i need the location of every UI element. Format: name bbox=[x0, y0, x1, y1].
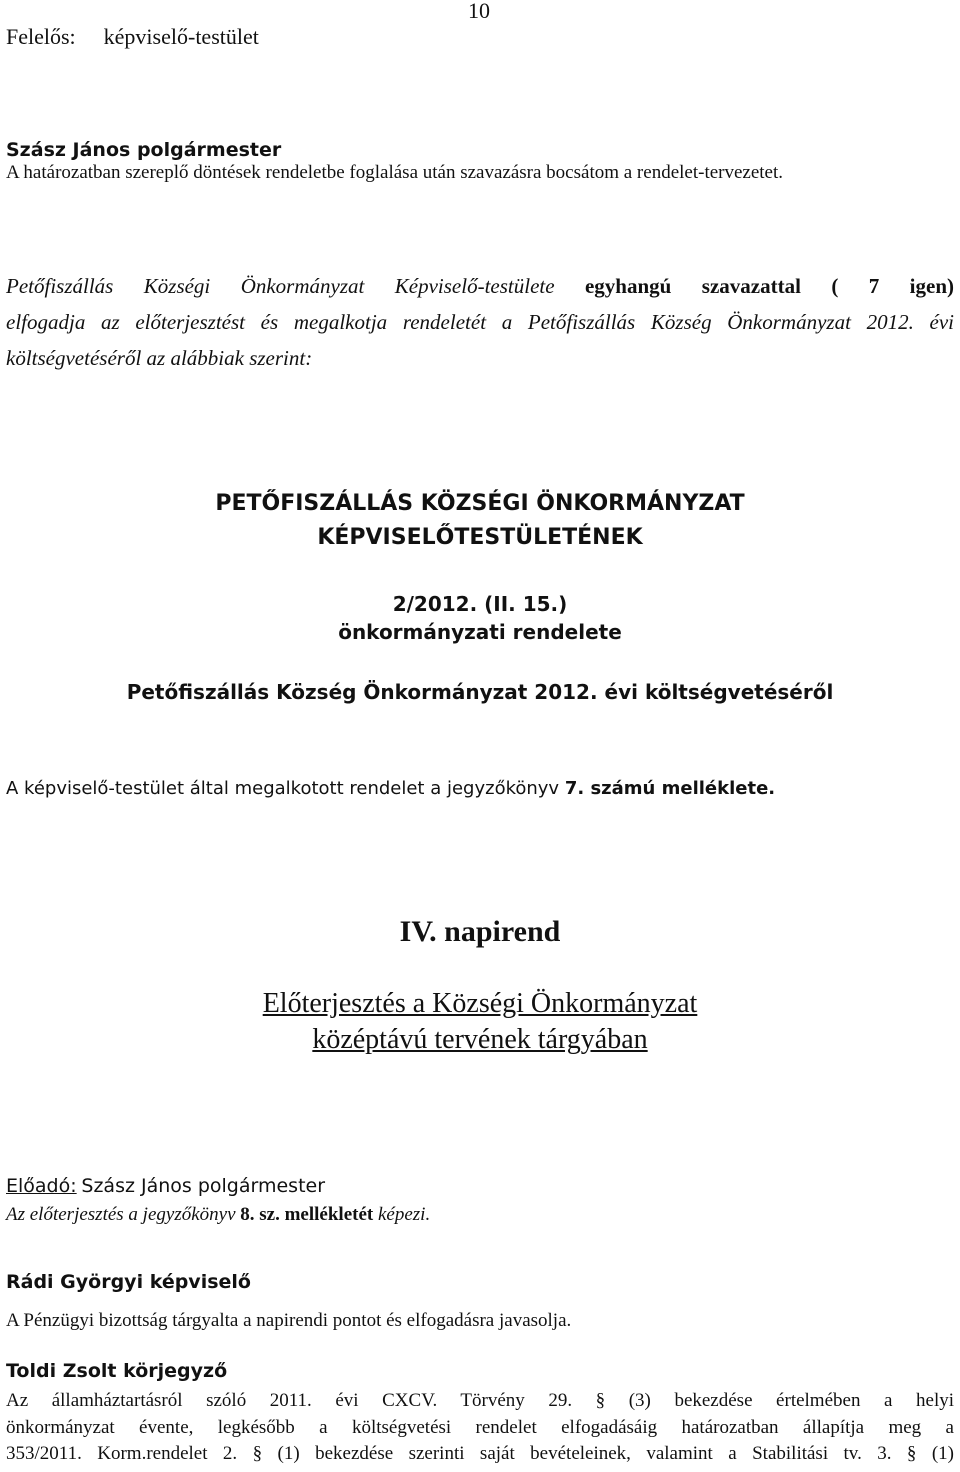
decree-annex-text: A képviselő-testület által megalkotott rendelet a jegyzőkönyv bbox=[6, 778, 560, 799]
decree-title-2: KÉPVISELŐTESTÜLETÉNEK bbox=[317, 525, 643, 550]
presenter-name: Szász János polgármester bbox=[81, 1175, 326, 1197]
decree-title-1: PETŐFISZÁLLÁS KÖZSÉGI ÖNKORMÁNYZAT bbox=[215, 491, 745, 516]
responsible-line bbox=[6, 24, 259, 50]
presenter-note bbox=[6, 1197, 954, 1233]
resolution-line2: elfogadja az előterjesztést és megalkotja rendeletét a Petőfiszállás Község Önkormányzat 2012. évi bbox=[6, 310, 954, 334]
presenter-note-ref: 8. sz. mellékletét bbox=[240, 1204, 374, 1225]
agenda-number: IV. napirend bbox=[399, 915, 561, 948]
agenda-title-1: Előterjesztés a Községi Önkormányzat bbox=[262, 988, 698, 1019]
decree-subject: Petőfiszállás Község Önkormányzat 2012. évi költségvetéséről bbox=[126, 680, 834, 704]
speaker-toldi-line3: 353/2011. Korm.rendelet 2. § (1) bekezdése szerinti saját bevételeinek, valamint a Stabilitási tv. 3. § (1) bbox=[6, 1443, 954, 1464]
speaker-szasz-text: A határozatban szereplő döntések rendeletbe foglalása után szavazásra bocsátom a rendelet-tervezetet. bbox=[6, 162, 784, 183]
decree-type: önkormányzati rendelete bbox=[338, 620, 622, 644]
decree-annex bbox=[6, 771, 954, 807]
vote-result: egyhangú szavazattal ( 7 igen) bbox=[584, 274, 954, 298]
speaker-radi-text: A Pénzügyi bizottság tárgyalta a napirendi pontot és elfogadásra javasolja. bbox=[6, 1310, 572, 1331]
decree-annex-ref: 7. számú melléklete. bbox=[564, 778, 776, 799]
presenter-note-end: képezi. bbox=[377, 1204, 431, 1225]
responsible-value: képviselő-testület bbox=[103, 24, 259, 49]
presenter-label: Előadó: bbox=[6, 1175, 77, 1197]
presenter-note-text: Az előterjesztés a jegyzőkönyv bbox=[6, 1204, 236, 1225]
decree-number: 2/2012. (II. 15.) bbox=[392, 592, 568, 616]
agenda-title-2: középtávú tervének tárgyában bbox=[312, 1024, 648, 1055]
resolution-line3: költségvetéséről az alábbiak szerint: bbox=[6, 346, 313, 370]
resolution-line1 bbox=[6, 268, 954, 304]
speaker-radi: Rádi Györgyi képviselő bbox=[6, 1271, 251, 1293]
speaker-toldi-line1: Az államháztartásról szóló 2011. évi CXCV. Törvény 29. § (3) bekezdése értelmében a helyi bbox=[6, 1390, 954, 1411]
speaker-toldi: Toldi Zsolt körjegyző bbox=[6, 1360, 228, 1382]
speaker-toldi-line2: önkormányzat évente, legkésőbb a költségvetési rendelet elfogadásáig határozatban állapítja meg a bbox=[6, 1417, 954, 1438]
speaker-szasz: Szász János polgármester bbox=[6, 139, 282, 161]
responsible-label: Felelős: bbox=[6, 24, 76, 49]
resolution-body: Petőfiszállás Községi Önkormányzat Képviselő-testülete bbox=[6, 274, 555, 298]
page-number: 10 bbox=[468, 0, 490, 23]
